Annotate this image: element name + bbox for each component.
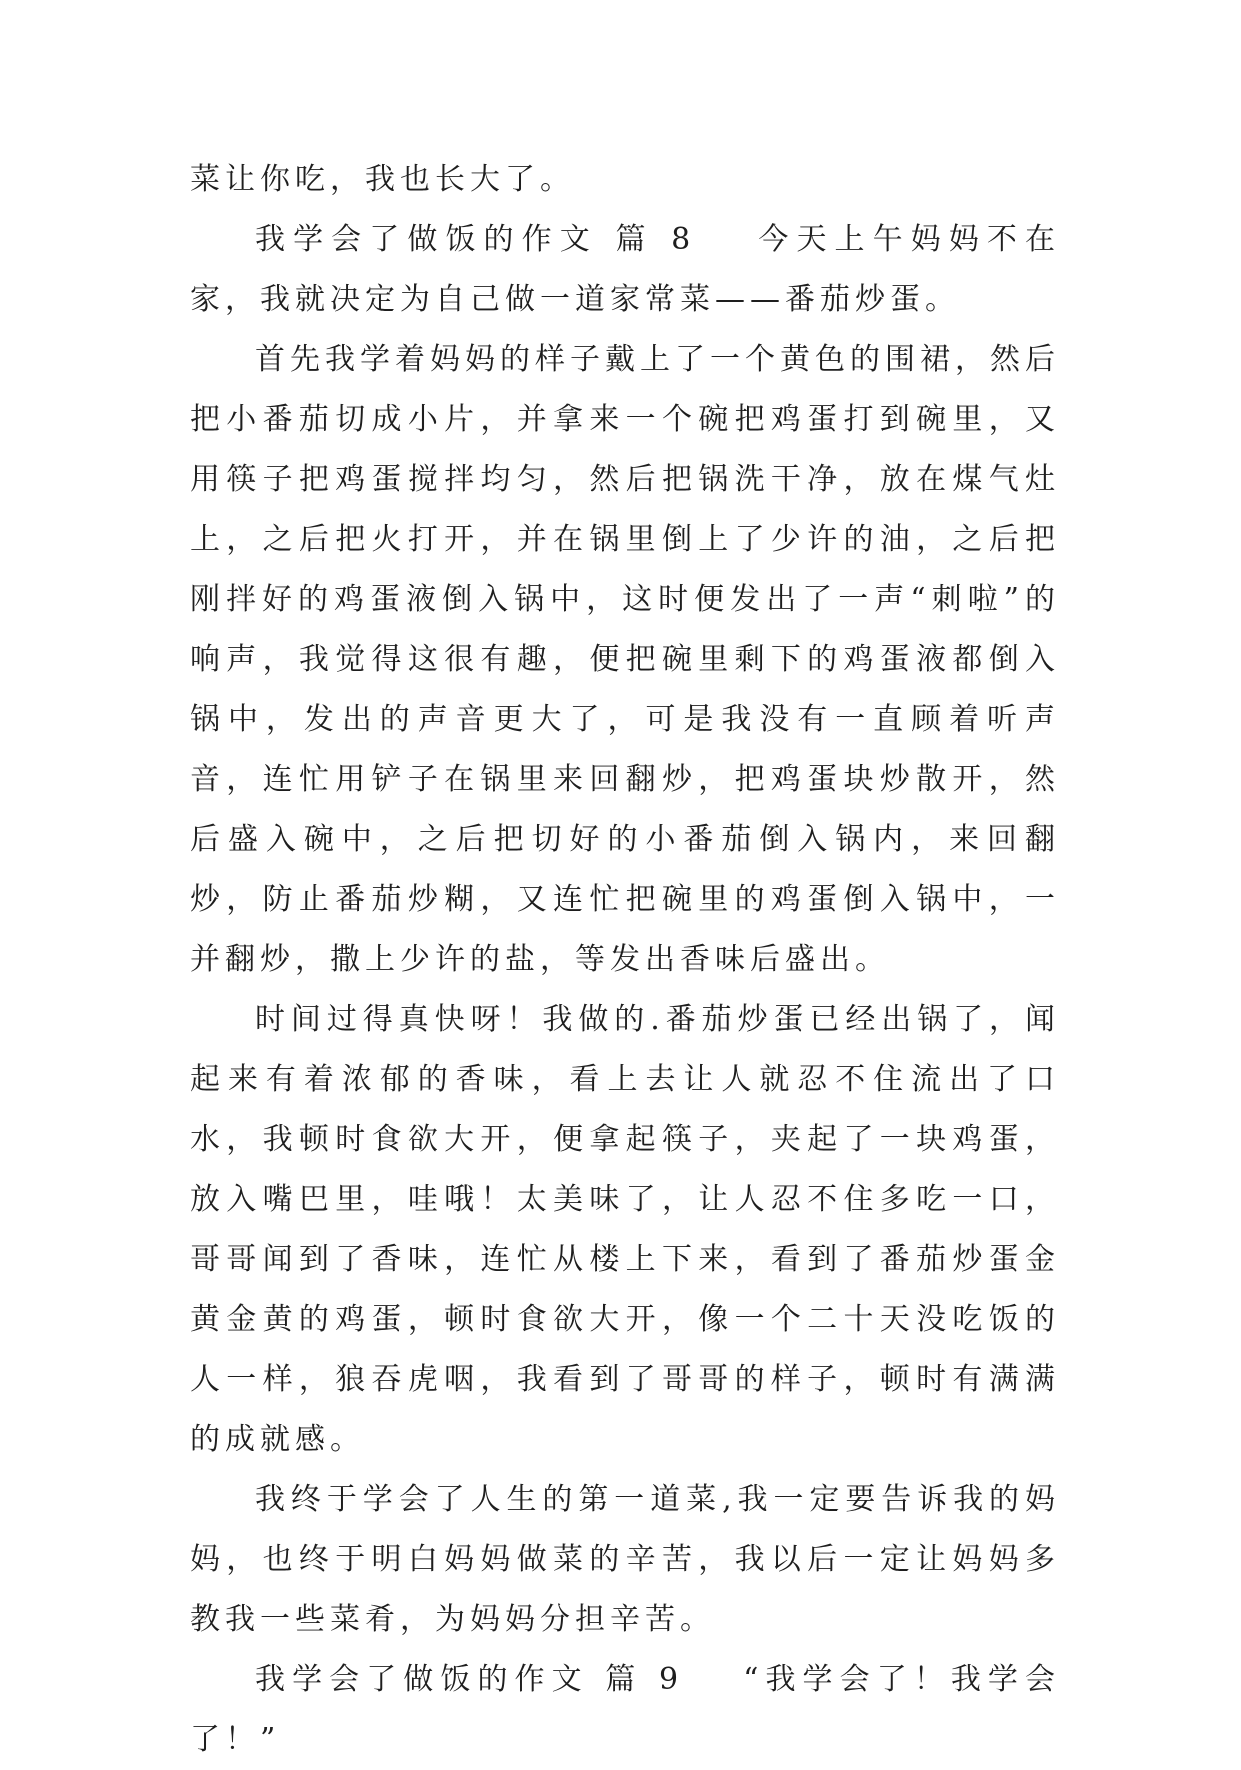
paragraph-text: 首先我学着妈妈的样子戴上了一个黄色的围裙，然后把小番茄切成小片，并拿来一个碗把鸡蛋打到碗里，又用筷子把鸡蛋搅拌均匀，然后把锅洗干净，放在煤气灶上，之后把火打开，并在锅里倒上了少许的油，之后把刚拌好的鸡蛋液倒入锅中，这时便发出了一声“刺啦”的响声，我觉得这很有趣，便把碗里剩下的鸡蛋液都倒入锅中，发出的声音更大了，可是我没有一直顾着听声音，连忙用铲子在锅里来回翻炒，把鸡蛋块炒散开，然后盛入碗中，之后把切好的小番茄倒入锅内，来回翻炒，防止番茄炒糊，又连忙把碗里的鸡蛋倒入锅中，一并翻炒，撒上少许的盐，等发出香味后盛出。	[190, 342, 1060, 977]
paragraph-5	[190, 1470, 1060, 1650]
paragraph-text: 菜让你吃，我也长大了。	[190, 162, 575, 197]
essay-heading-8: 我学会了做饭的作文 篇 8	[255, 222, 696, 257]
essay-body	[190, 150, 1060, 1770]
essay-heading-9: 我学会了做饭的作文 篇 9	[255, 1662, 684, 1697]
paragraph-text: 时间过得真快呀！我做的.番茄炒蛋已经出锅了，闻起来有着浓郁的香味，看上去让人就忍不住流出了口水，我顿时食欲大开，便拿起筷子，夹起了一块鸡蛋，放入嘴巴里，哇哦！太美味了，让人忍不住多吃一口，哥哥闻到了香味，连忙从楼上下来，看到了番茄炒蛋金黄金黄的鸡蛋，顿时食欲大开，像一个二十天没吃饭的人一样，狼吞虎咽，我看到了哥哥的样子，顿时有满满的成就感。	[190, 1002, 1060, 1457]
paragraph-6	[190, 1650, 1060, 1770]
paragraph-4	[190, 990, 1060, 1470]
paragraph-text: “我学会了！我学会了！”	[190, 1662, 1060, 1757]
paragraph-text: 今天上午妈妈不在家，我就决定为自己做一道家常菜——番茄炒蛋。	[190, 222, 1060, 317]
paragraph-2	[190, 210, 1060, 330]
paragraph-1	[190, 150, 1060, 210]
paragraph-text: 我终于学会了人生的第一道菜,我一定要告诉我的妈妈，也终于明白妈妈做菜的辛苦，我以后一定让妈妈多教我一些菜肴，为妈妈分担辛苦。	[190, 1482, 1060, 1637]
paragraph-3	[190, 330, 1060, 990]
